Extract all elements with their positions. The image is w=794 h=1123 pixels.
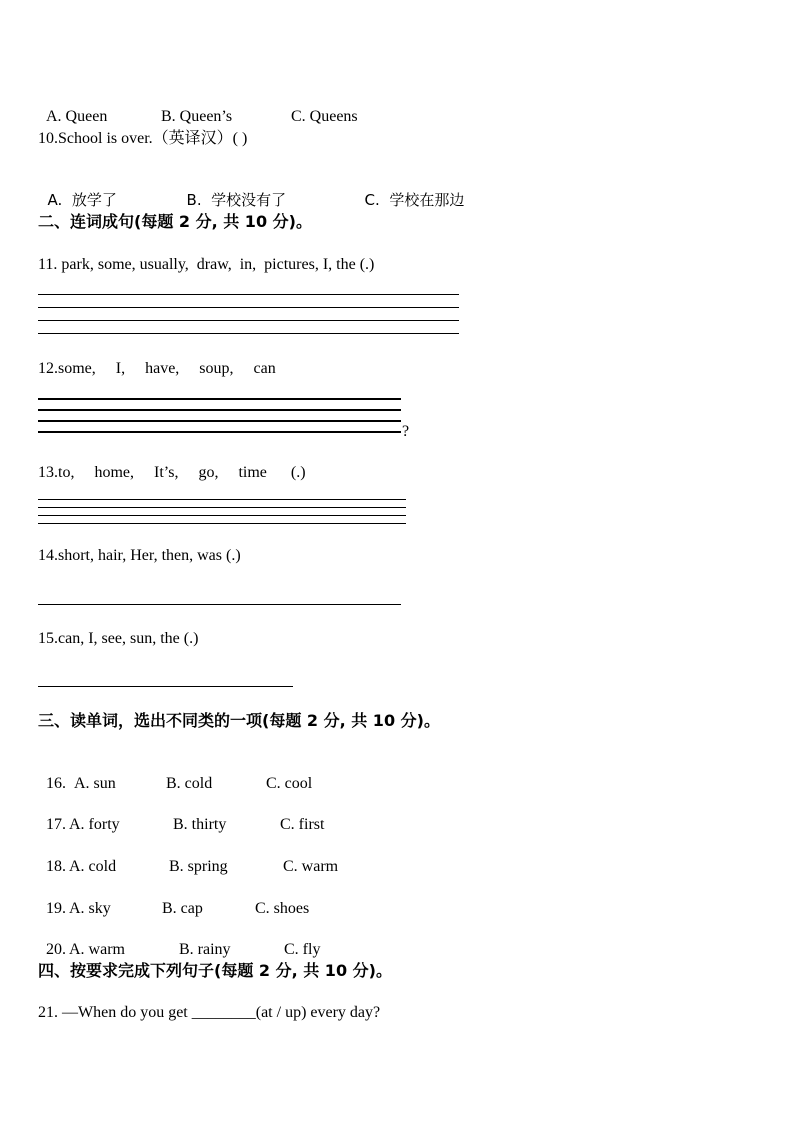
q15-text: 15.can, I, see, sun, the (.) <box>38 630 199 647</box>
q10-option-a: A. 放学了 <box>47 191 117 209</box>
q18-row <box>38 837 338 877</box>
q18-option-c: C. warm <box>283 858 339 875</box>
q20-row <box>38 920 320 960</box>
q12-text: 12.some, I, have, soup, can <box>38 360 276 377</box>
q11-answer-line-1 <box>38 294 459 295</box>
q21-text: 21. —When do you get ________(at / up) every day? <box>38 1004 381 1021</box>
q17-number: 17. <box>46 816 66 833</box>
q9-option-b: B. Queen’s <box>161 108 233 125</box>
q13-text: 13.to, home, It’s, go, time (.) <box>38 464 306 481</box>
q16-option-b: B. cold <box>166 775 213 792</box>
q10-options <box>38 170 464 210</box>
q14-answer-line <box>38 604 401 605</box>
q19-option-a: A. sky <box>69 900 111 917</box>
q20-number: 20. <box>46 941 66 958</box>
q13-answer-line-3 <box>38 515 406 516</box>
q9-options <box>38 87 358 127</box>
q18-number: 18. <box>46 858 66 875</box>
q10-option-c: C. 学校在那边 <box>364 191 465 209</box>
q19-number: 19. <box>46 900 66 917</box>
q10-stem: 10.School is over.（英译汉）( ) <box>38 130 248 147</box>
q16-row <box>38 754 312 794</box>
q12-answer-line-3 <box>38 420 401 422</box>
q9-option-a: A. Queen <box>46 108 108 125</box>
q18-option-b: B. spring <box>169 858 228 875</box>
q17-row <box>38 795 324 835</box>
q20-option-a: A. warm <box>69 941 125 958</box>
q19-option-b: B. cap <box>162 900 203 917</box>
q16-option-c: C. cool <box>266 775 313 792</box>
q19-option-c: C. shoes <box>255 900 310 917</box>
q16-option-a: A. sun <box>74 775 116 792</box>
q12-answer-line-1 <box>38 398 401 400</box>
q11-answer-line-4 <box>38 333 459 334</box>
q9-option-c: C. Queens <box>291 108 358 125</box>
q17-option-c: C. first <box>280 816 325 833</box>
q10-option-b: B. 学校没有了 <box>186 191 287 209</box>
q18-option-a: A. cold <box>69 858 117 875</box>
section2-title: 二、连词成句(每题 2 分, 共 10 分)。 <box>38 212 312 231</box>
q15-answer-line <box>38 686 293 687</box>
q13-answer-line-1 <box>38 499 406 500</box>
q20-option-c: C. fly <box>284 941 321 958</box>
q13-answer-line-2 <box>38 507 406 508</box>
q11-answer-line-3 <box>38 320 459 321</box>
q11-answer-line-2 <box>38 307 459 308</box>
q17-option-b: B. thirty <box>173 816 227 833</box>
q11-text: 11. park, some, usually, draw, in, pictures, I, the (.) <box>38 256 375 273</box>
section4-title: 四、按要求完成下列句子(每题 2 分, 共 10 分)。 <box>38 961 392 980</box>
q19-row <box>38 879 309 919</box>
section3-title: 三、读单词，选出不同类的一项(每题 2 分, 共 10 分)。 <box>38 711 440 730</box>
q12-answer-line-4 <box>38 431 401 433</box>
q13-answer-line-4 <box>38 523 406 524</box>
q14-text: 14.short, hair, Her, then, was (.) <box>38 547 241 564</box>
q16-number: 16. <box>46 775 70 792</box>
q17-option-a: A. forty <box>69 816 120 833</box>
q12-answer-line-2 <box>38 409 401 411</box>
q20-option-b: B. rainy <box>179 941 231 958</box>
q12-question-mark: ? <box>402 423 410 440</box>
